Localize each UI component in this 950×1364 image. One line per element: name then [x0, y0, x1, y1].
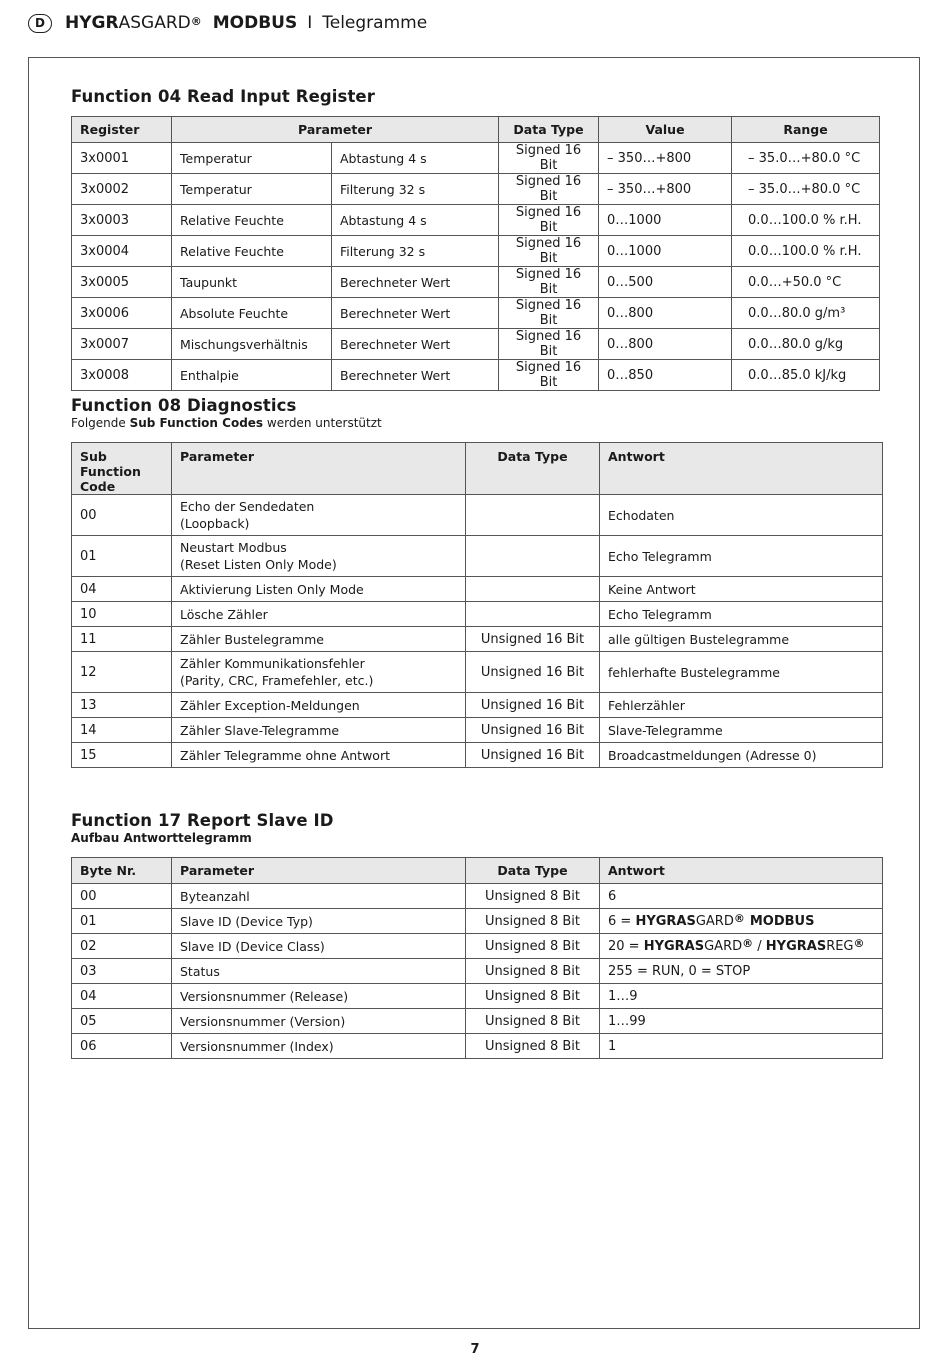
parameter-cell: Relative Feuchte — [172, 236, 332, 267]
data-type-cell — [466, 602, 600, 627]
data-type-cell: Unsigned 8 Bit — [466, 959, 600, 984]
parameter-cell: Temperatur — [172, 174, 332, 205]
data-type-cell: Unsigned 16 Bit — [466, 652, 600, 693]
col-header-answer: Antwort — [600, 443, 883, 495]
function-17-subtitle: Aufbau Antworttelegramm — [71, 831, 252, 845]
answer-text: 1…9 — [608, 988, 638, 1004]
answer-cell — [600, 1034, 883, 1059]
table-row — [72, 984, 883, 1009]
value-cell: 0…850 — [599, 360, 732, 391]
sub-function-code-cell: 04 — [72, 577, 172, 602]
parameter-cell — [172, 743, 466, 768]
table-row — [72, 495, 883, 536]
answer-cell: Echo Telegramm — [600, 602, 883, 627]
byte-nr-cell: 00 — [72, 884, 172, 909]
parameter-cell — [172, 536, 466, 577]
col-header-register: Register — [72, 117, 172, 143]
answer-cell — [600, 934, 883, 959]
range-cell: 0.0…100.0 % r.H. — [732, 236, 880, 267]
data-type-cell: Unsigned 16 Bit — [466, 718, 600, 743]
parameter-note: (Loopback) — [180, 516, 250, 531]
sub-function-code-cell: 11 — [72, 627, 172, 652]
parameter-note: (Reset Listen Only Mode) — [180, 557, 337, 572]
table-row — [72, 718, 883, 743]
brand-bold: HYGRAS — [643, 938, 705, 954]
table-row — [72, 1009, 883, 1034]
answer-cell: alle gültigen Bustelegramme — [600, 627, 883, 652]
col-header-parameter: Parameter — [172, 117, 499, 143]
sub-function-code-cell: 00 — [72, 495, 172, 536]
answer-cell: Echodaten — [600, 495, 883, 536]
value-cell: – 350…+800 — [599, 143, 732, 174]
register-cell: 3x0007 — [72, 329, 172, 360]
value-cell: 0…1000 — [599, 205, 732, 236]
parameter-cell — [172, 718, 466, 743]
register-cell: 3x0001 — [72, 143, 172, 174]
register-cell: 3x0004 — [72, 236, 172, 267]
col-header-data-type: Data Type — [466, 443, 600, 495]
range-cell: 0.0…85.0 kJ/kg — [732, 360, 880, 391]
byte-nr-cell: 05 — [72, 1009, 172, 1034]
sub-function-code-cell: 13 — [72, 693, 172, 718]
data-type-cell: Unsigned 16 Bit — [466, 743, 600, 768]
parameter-cell: Versionsnummer (Index) — [172, 1034, 466, 1059]
col-header-value: Value — [599, 117, 732, 143]
table-row — [72, 143, 880, 174]
col-header-sub-function-code: Sub Function Code — [72, 443, 172, 495]
parameter-line: Aktivierung Listen Only Mode — [180, 581, 364, 597]
table-row — [72, 627, 883, 652]
sub-function-code-cell: 10 — [72, 602, 172, 627]
range-cell: 0.0…100.0 % r.H. — [732, 205, 880, 236]
table-row — [72, 934, 883, 959]
parameter-line: Zähler Telegramme ohne Antwort — [180, 747, 390, 763]
brand-bold: HYGRAS — [765, 938, 827, 954]
table-row — [72, 174, 880, 205]
byte-nr-cell: 04 — [72, 984, 172, 1009]
data-type-cell — [466, 536, 600, 577]
parameter-detail-cell: Filterung 32 s — [332, 236, 499, 267]
answer-text: 1…99 — [608, 1013, 646, 1029]
table-row — [72, 1034, 883, 1059]
data-type-cell: Signed 16 Bit — [499, 360, 599, 391]
parameter-cell: Mischungsverhältnis — [172, 329, 332, 360]
parameter-line: Echo der Sendedaten — [180, 499, 315, 514]
value-cell: 0…500 — [599, 267, 732, 298]
function-08-table — [71, 442, 883, 768]
data-type-cell: Unsigned 8 Bit — [466, 1034, 600, 1059]
data-type-cell: Signed 16 Bit — [499, 267, 599, 298]
brand-light: ASGARD — [118, 13, 191, 33]
table-row — [72, 267, 880, 298]
col-header-data-type: Data Type — [466, 858, 600, 884]
col-header-byte-nr: Byte Nr. — [72, 858, 172, 884]
function-04-title: Function 04 Read Input Register — [71, 87, 375, 106]
parameter-detail-cell: Berechneter Wert — [332, 267, 499, 298]
subtitle-part-1: Folgende — [71, 416, 130, 430]
range-cell: 0.0…+50.0 °C — [732, 267, 880, 298]
parameter-line: Zähler Slave-Telegramme — [180, 722, 340, 738]
range-cell: 0.0…80.0 g/kg — [732, 329, 880, 360]
product-name: MODBUS — [212, 13, 298, 33]
brand-light: REG — [826, 938, 854, 954]
function-08-subtitle — [71, 416, 382, 430]
data-type-cell: Unsigned 8 Bit — [466, 884, 600, 909]
table-row — [72, 298, 880, 329]
subtitle-part-3: werden unterstützt — [263, 416, 382, 430]
header-separator: I — [307, 13, 313, 33]
table-row — [72, 652, 883, 693]
parameter-cell: Versionsnummer (Version) — [172, 1009, 466, 1034]
parameter-cell — [172, 577, 466, 602]
page-number: 7 — [470, 1342, 480, 1357]
parameter-cell: Taupunkt — [172, 267, 332, 298]
answer-cell: fehlerhafte Bustelegramme — [600, 652, 883, 693]
parameter-detail-cell: Abtastung 4 s — [332, 205, 499, 236]
brand-registered: ® — [742, 936, 754, 950]
table-row — [72, 884, 883, 909]
register-cell: 3x0006 — [72, 298, 172, 329]
table-row — [72, 329, 880, 360]
parameter-line: Lösche Zähler — [180, 606, 268, 622]
parameter-cell — [172, 495, 466, 536]
table-row — [72, 959, 883, 984]
brand-bold: HYGR — [65, 13, 119, 33]
register-cell: 3x0003 — [72, 205, 172, 236]
parameter-cell: Status — [172, 959, 466, 984]
answer-cell: Echo Telegramm — [600, 536, 883, 577]
sub-function-code-cell: 15 — [72, 743, 172, 768]
data-type-cell: Signed 16 Bit — [499, 174, 599, 205]
col-header-answer: Antwort — [600, 858, 883, 884]
range-cell: 0.0…80.0 g/m³ — [732, 298, 880, 329]
value-cell: – 350…+800 — [599, 174, 732, 205]
data-type-cell: Unsigned 8 Bit — [466, 934, 600, 959]
parameter-line: Zähler Kommunikationsfehler — [180, 656, 365, 671]
answer-cell: Fehlerzähler — [600, 693, 883, 718]
brand-registered: ® — [733, 911, 745, 925]
sub-function-code-cell: 12 — [72, 652, 172, 693]
answer-text: 255 = RUN, 0 = STOP — [608, 963, 751, 979]
parameter-cell — [172, 652, 466, 693]
value-cell: 0…800 — [599, 329, 732, 360]
parameter-detail-cell: Berechneter Wert — [332, 360, 499, 391]
table-row — [72, 205, 880, 236]
function-04-table — [71, 116, 880, 391]
parameter-detail-cell: Abtastung 4 s — [332, 143, 499, 174]
parameter-cell: Versionsnummer (Release) — [172, 984, 466, 1009]
answer-cell — [600, 959, 883, 984]
data-type-cell: Unsigned 16 Bit — [466, 627, 600, 652]
brand-registered: ® — [853, 936, 865, 950]
data-type-cell: Signed 16 Bit — [499, 143, 599, 174]
brand-registered: ® — [190, 14, 202, 28]
parameter-cell — [172, 602, 466, 627]
page-header — [28, 10, 427, 36]
answer-text: 6 = — [608, 913, 636, 929]
answer-cell: Keine Antwort — [600, 577, 883, 602]
data-type-cell: Unsigned 8 Bit — [466, 984, 600, 1009]
data-type-cell: Signed 16 Bit — [499, 236, 599, 267]
brand-bold: HYGRAS — [635, 913, 696, 929]
table-row — [72, 743, 883, 768]
col-header-data-type: Data Type — [499, 117, 599, 143]
register-cell: 3x0005 — [72, 267, 172, 298]
parameter-cell — [172, 693, 466, 718]
brand-light: GARD — [704, 938, 743, 954]
parameter-cell: Absolute Feuchte — [172, 298, 332, 329]
product-name: MODBUS — [749, 913, 815, 929]
brand-separator: / — [753, 938, 766, 954]
parameter-cell: Slave ID (Device Class) — [172, 934, 466, 959]
parameter-line: Zähler Exception-Meldungen — [180, 697, 360, 713]
answer-cell — [600, 984, 883, 1009]
parameter-cell: Byteanzahl — [172, 884, 466, 909]
data-type-cell: Signed 16 Bit — [499, 205, 599, 236]
section-name: Telegramme — [322, 13, 428, 33]
parameter-detail-cell: Berechneter Wert — [332, 298, 499, 329]
value-cell: 0…1000 — [599, 236, 732, 267]
sub-function-code-cell: 01 — [72, 536, 172, 577]
function-17-table — [71, 857, 883, 1059]
parameter-cell: Slave ID (Device Typ) — [172, 909, 466, 934]
col-header-parameter: Parameter — [172, 443, 466, 495]
parameter-note: (Parity, CRC, Framefehler, etc.) — [180, 673, 374, 688]
answer-cell: Slave-Telegramme — [600, 718, 883, 743]
table-row — [72, 693, 883, 718]
answer-text: 6 — [608, 888, 617, 904]
subtitle-part-2: Sub Function Codes — [129, 416, 264, 430]
parameter-line: Zähler Bustelegramme — [180, 631, 324, 647]
col-header-range: Range — [732, 117, 880, 143]
parameter-cell: Enthalpie — [172, 360, 332, 391]
function-17-title: Function 17 Report Slave ID — [71, 811, 334, 830]
data-type-cell — [466, 495, 600, 536]
range-cell: – 35.0…+80.0 °C — [732, 143, 880, 174]
byte-nr-cell: 02 — [72, 934, 172, 959]
sub-function-code-cell: 14 — [72, 718, 172, 743]
parameter-line: Neustart Modbus — [180, 540, 287, 555]
table-row — [72, 602, 883, 627]
brand-light: GARD — [695, 913, 734, 929]
data-type-cell: Signed 16 Bit — [499, 329, 599, 360]
register-cell: 3x0008 — [72, 360, 172, 391]
byte-nr-cell: 06 — [72, 1034, 172, 1059]
answer-cell — [600, 909, 883, 934]
answer-text: 1 — [608, 1038, 617, 1054]
byte-nr-cell: 01 — [72, 909, 172, 934]
parameter-detail-cell: Filterung 32 s — [332, 174, 499, 205]
col-header-parameter: Parameter — [172, 858, 466, 884]
parameter-cell — [172, 627, 466, 652]
data-type-cell: Unsigned 16 Bit — [466, 693, 600, 718]
register-cell: 3x0002 — [72, 174, 172, 205]
parameter-cell: Temperatur — [172, 143, 332, 174]
parameter-detail-cell: Berechneter Wert — [332, 329, 499, 360]
parameter-cell: Relative Feuchte — [172, 205, 332, 236]
table-row — [72, 360, 880, 391]
byte-nr-cell: 03 — [72, 959, 172, 984]
answer-cell: Broadcastmeldungen (Adresse 0) — [600, 743, 883, 768]
function-08-title: Function 08 Diagnostics — [71, 396, 297, 415]
table-row — [72, 236, 880, 267]
range-cell: – 35.0…+80.0 °C — [732, 174, 880, 205]
answer-text: 20 = — [608, 938, 644, 954]
table-row — [72, 577, 883, 602]
table-row — [72, 909, 883, 934]
answer-cell — [600, 1009, 883, 1034]
data-type-cell: Unsigned 8 Bit — [466, 1009, 600, 1034]
language-badge: D — [28, 14, 52, 33]
answer-cell — [600, 884, 883, 909]
data-type-cell — [466, 577, 600, 602]
data-type-cell: Unsigned 8 Bit — [466, 909, 600, 934]
value-cell: 0…800 — [599, 298, 732, 329]
data-type-cell: Signed 16 Bit — [499, 298, 599, 329]
table-row — [72, 536, 883, 577]
